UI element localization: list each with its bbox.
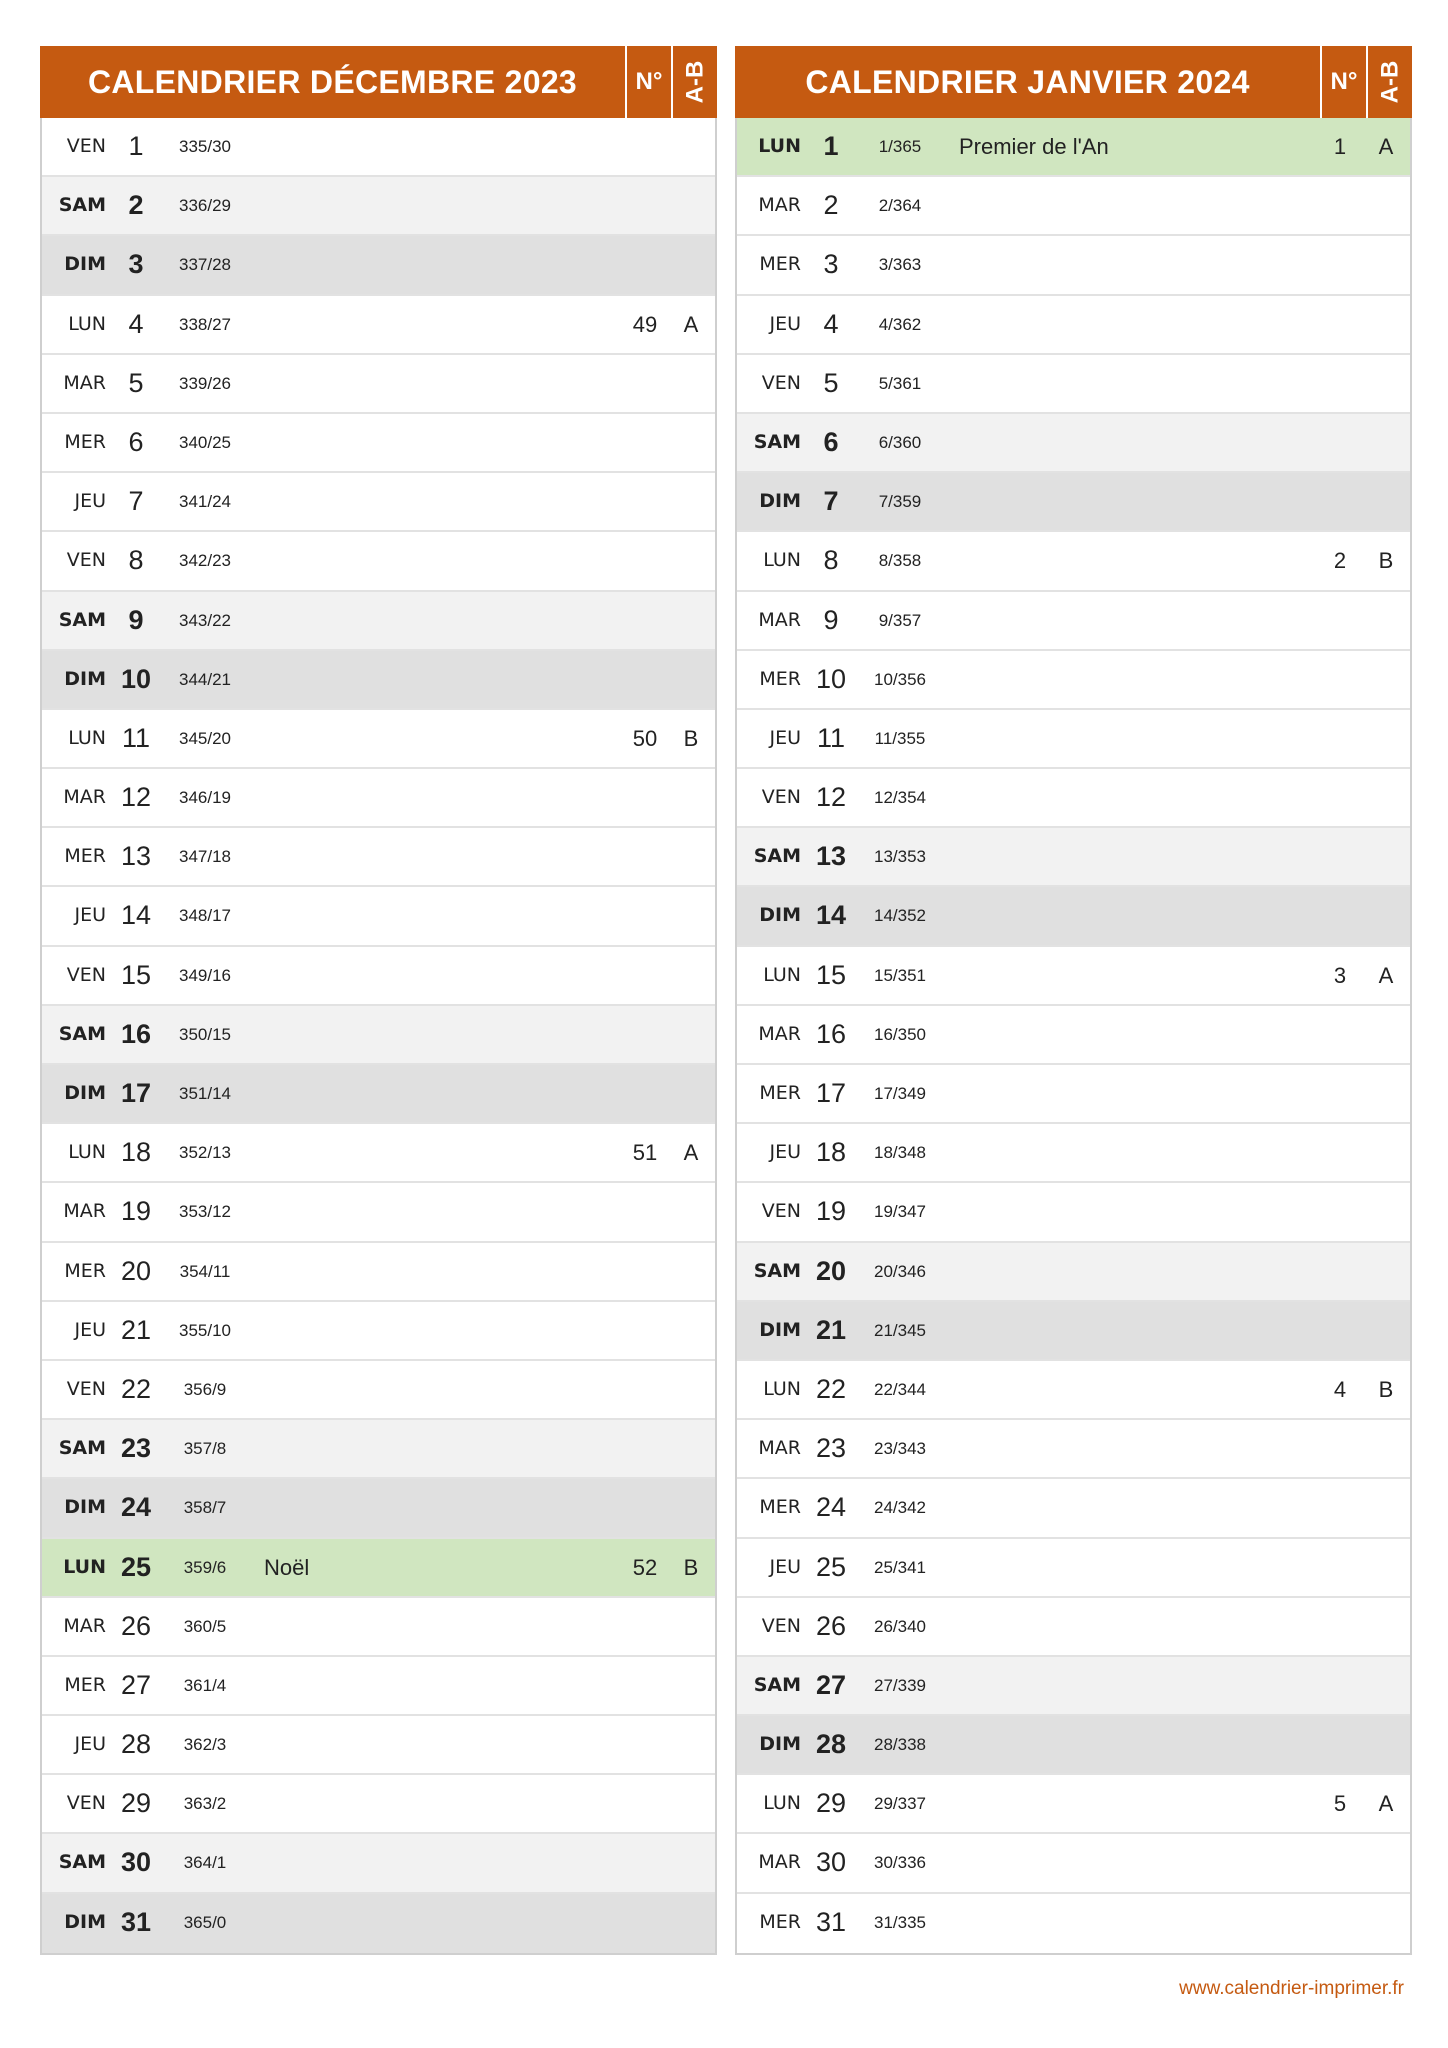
ab-week: B <box>1378 548 1394 574</box>
day-of-year: 353/12 <box>179 1202 231 1222</box>
day-row <box>737 1539 1410 1598</box>
weekday-label: MAR <box>63 371 106 394</box>
day-rows <box>737 118 1410 1953</box>
weekday-label: SAM <box>58 1851 106 1874</box>
day-row <box>737 118 1410 177</box>
day-of-year: 337/28 <box>179 255 231 275</box>
day-of-year: 338/27 <box>179 314 231 334</box>
weekday-label: MER <box>759 1082 801 1104</box>
week-number: 1 <box>1333 134 1347 159</box>
weekday-label: VEN <box>761 786 801 809</box>
day-of-year: 335/30 <box>179 137 231 156</box>
weekday-label: SAM <box>58 608 106 631</box>
ab-week: A <box>1378 134 1394 159</box>
weekday-label: MAR <box>758 194 801 217</box>
weekday-label: SAM <box>58 194 106 217</box>
day-number: 30 <box>815 1847 847 1878</box>
day-of-year: 13/353 <box>874 847 926 867</box>
weekday-label: JEU <box>769 1141 801 1164</box>
calendar-title: CALENDRIER DÉCEMBRE 2023 <box>87 63 578 100</box>
weekday-label: SAM <box>58 1437 106 1460</box>
day-of-year: 31/335 <box>874 1912 926 1932</box>
day-row <box>737 1183 1410 1242</box>
weekday-label: JEU <box>769 312 801 335</box>
day-of-year: 25/341 <box>874 1557 926 1577</box>
weekday-label: VEN <box>761 1200 801 1223</box>
day-row <box>42 828 715 887</box>
day-number: 8 <box>128 545 144 576</box>
day-of-year: 12/354 <box>874 788 926 808</box>
week-number: 5 <box>1333 1791 1347 1817</box>
day-number: 26 <box>815 1610 847 1641</box>
day-row <box>737 1361 1410 1420</box>
day-row <box>42 1243 715 1302</box>
day-number: 29 <box>815 1788 847 1819</box>
day-row <box>42 1657 715 1716</box>
day-number: 29 <box>120 1788 152 1819</box>
day-number: 2 <box>823 190 839 221</box>
weekday-label: SAM <box>753 845 801 868</box>
weekday-label: VEN <box>66 1792 106 1815</box>
day-row <box>42 1479 715 1538</box>
week-number: 51 <box>632 1140 658 1166</box>
day-row <box>737 1657 1410 1716</box>
day-number: 3 <box>823 249 839 280</box>
day-number: 15 <box>815 959 847 990</box>
day-number: 11 <box>121 722 151 753</box>
day-row <box>737 296 1410 355</box>
day-number: 10 <box>120 663 152 694</box>
ab-week: A <box>1378 962 1394 988</box>
day-of-year: 27/339 <box>874 1675 926 1695</box>
day-of-year: 10/356 <box>874 669 926 689</box>
day-number: 28 <box>815 1729 847 1760</box>
week-number: 3 <box>1333 962 1347 988</box>
day-number: 25 <box>815 1551 847 1582</box>
calendar-header <box>735 46 1412 118</box>
weekday-label: VEN <box>66 549 106 572</box>
day-number: 17 <box>815 1078 847 1108</box>
weekday-label: MER <box>64 430 106 453</box>
day-row <box>42 236 715 295</box>
day-number: 21 <box>815 1314 847 1345</box>
day-of-year: 363/2 <box>183 1794 227 1814</box>
day-number: 16 <box>815 1018 847 1049</box>
day-of-year: 26/340 <box>874 1616 926 1636</box>
day-of-year: 360/5 <box>183 1616 227 1636</box>
day-of-year: 22/344 <box>874 1379 926 1399</box>
day-of-year: 356/9 <box>183 1379 227 1399</box>
day-row <box>737 1065 1410 1124</box>
day-row <box>42 1716 715 1775</box>
weekday-label: LUN <box>758 135 801 157</box>
weekday-label: SAM <box>753 1673 801 1696</box>
day-row <box>42 532 715 591</box>
day-of-year: 9/357 <box>878 610 922 630</box>
day-row <box>737 532 1410 591</box>
day-number: 6 <box>823 426 839 457</box>
weekday-label: JEU <box>74 1733 106 1756</box>
weekday-label: JEU <box>74 904 106 927</box>
day-of-year: 2/364 <box>878 196 922 216</box>
footer-website: www.calendrier-imprimer.fr <box>1179 1978 1404 1999</box>
weekday-label: DIM <box>759 904 801 927</box>
day-of-year: 365/0 <box>183 1912 227 1932</box>
ab-week: B <box>1378 1376 1394 1402</box>
ab-week: B <box>683 725 699 751</box>
day-row <box>42 947 715 1006</box>
day-of-year: 336/29 <box>179 196 231 216</box>
weekday-label: MAR <box>63 786 106 809</box>
ab-week-header: A-B <box>671 46 717 118</box>
day-number: 3 <box>128 249 144 280</box>
event-label: Premier de l'An <box>959 134 1109 159</box>
day-number: 20 <box>815 1255 847 1286</box>
day-number: 4 <box>823 308 839 339</box>
day-number: 20 <box>120 1255 152 1286</box>
day-row <box>42 1361 715 1420</box>
day-of-year: 345/20 <box>179 728 231 748</box>
week-number-header: N° <box>625 46 671 118</box>
day-row <box>42 1302 715 1361</box>
day-of-year: 347/18 <box>179 847 231 867</box>
day-number: 21 <box>120 1314 152 1345</box>
day-number: 1 <box>128 131 144 161</box>
day-row <box>737 1124 1410 1183</box>
day-number: 9 <box>128 604 144 635</box>
day-row <box>42 1124 715 1183</box>
day-of-year: 346/19 <box>179 788 231 808</box>
day-of-year: 7/359 <box>878 492 922 512</box>
weekday-label: LUN <box>68 1141 106 1164</box>
day-of-year: 355/10 <box>179 1320 231 1340</box>
weekday-label: MER <box>759 1910 801 1933</box>
weekday-label: MER <box>759 1496 801 1519</box>
weekday-label: JEU <box>769 1555 801 1578</box>
day-row <box>42 1894 715 1953</box>
day-row <box>737 236 1410 295</box>
day-row <box>42 887 715 946</box>
weekday-label: MER <box>759 667 801 690</box>
weekday-label: JEU <box>769 726 801 749</box>
ab-week: A <box>683 1140 699 1166</box>
week-number-header: N° <box>1320 46 1366 118</box>
calendar-january <box>735 46 1412 1955</box>
day-of-year: 24/342 <box>874 1498 926 1518</box>
day-row <box>42 1065 715 1124</box>
day-number: 17 <box>120 1078 152 1108</box>
day-row <box>737 651 1410 710</box>
day-row <box>737 1716 1410 1775</box>
day-number: 18 <box>815 1137 847 1168</box>
weekday-label: DIM <box>64 253 106 276</box>
day-of-year: 361/4 <box>183 1675 227 1695</box>
weekday-label: VEN <box>761 371 801 394</box>
day-row <box>737 769 1410 828</box>
day-of-year: 4/362 <box>878 314 922 334</box>
weekday-label: DIM <box>759 1733 801 1756</box>
day-number: 6 <box>128 426 144 457</box>
weekday-label: DIM <box>64 1496 106 1519</box>
day-row <box>737 828 1410 887</box>
day-number: 13 <box>815 841 847 872</box>
day-number: 24 <box>815 1492 847 1523</box>
day-of-year: 30/336 <box>874 1853 926 1873</box>
day-row <box>42 177 715 236</box>
day-row <box>42 1539 715 1598</box>
day-number: 23 <box>120 1433 152 1464</box>
day-of-year: 351/14 <box>179 1084 231 1103</box>
weekday-label: LUN <box>763 1792 801 1815</box>
day-of-year: 8/358 <box>878 551 922 571</box>
weekday-label: MER <box>64 1259 106 1282</box>
day-number: 4 <box>128 308 144 339</box>
day-row <box>737 177 1410 236</box>
weekday-label: MAR <box>63 1200 106 1223</box>
calendar-title: CALENDRIER JANVIER 2024 <box>805 63 1250 100</box>
day-number: 2 <box>128 190 144 221</box>
day-number: 15 <box>120 959 152 990</box>
weekday-label: VEN <box>66 135 106 157</box>
day-row <box>42 1006 715 1065</box>
weekday-label: MAR <box>758 1437 801 1460</box>
weekday-label: LUN <box>763 963 801 986</box>
day-of-year: 3/363 <box>878 255 922 275</box>
day-of-year: 343/22 <box>179 610 231 630</box>
day-number: 11 <box>816 722 846 753</box>
day-row <box>737 1243 1410 1302</box>
ab-week: A <box>1378 1791 1394 1817</box>
day-number: 12 <box>815 782 847 813</box>
day-number: 5 <box>823 367 839 398</box>
day-number: 7 <box>823 486 839 517</box>
day-number: 30 <box>120 1847 152 1878</box>
day-of-year: 23/343 <box>874 1439 926 1459</box>
day-of-year: 20/346 <box>874 1261 926 1281</box>
weekday-label: MAR <box>63 1614 106 1637</box>
day-row <box>42 769 715 828</box>
weekday-label: DIM <box>759 1318 801 1341</box>
ab-week: A <box>683 311 699 337</box>
day-number: 19 <box>815 1196 847 1227</box>
day-of-year: 19/347 <box>874 1202 926 1222</box>
weekday-label: DIM <box>64 667 106 690</box>
weekday-label: VEN <box>66 963 106 986</box>
weekday-label: DIM <box>759 490 801 513</box>
day-of-year: 1/365 <box>878 137 922 156</box>
day-number: 23 <box>815 1433 847 1464</box>
weekday-label: SAM <box>753 1259 801 1282</box>
day-number: 26 <box>120 1610 152 1641</box>
weekday-label: MAR <box>758 608 801 631</box>
ab-week: B <box>683 1554 699 1580</box>
day-number: 14 <box>815 900 847 931</box>
weekday-label: LUN <box>763 1377 801 1400</box>
week-number: 4 <box>1333 1376 1347 1402</box>
day-row <box>42 296 715 355</box>
weekday-label: MER <box>759 253 801 276</box>
day-row <box>42 1183 715 1242</box>
calendar-header <box>40 46 717 118</box>
event-label: Noël <box>264 1554 310 1580</box>
day-row <box>42 1775 715 1834</box>
day-number: 8 <box>823 545 839 576</box>
day-number: 13 <box>120 841 152 872</box>
day-row <box>737 947 1410 1006</box>
day-number: 27 <box>815 1669 847 1700</box>
day-of-year: 18/348 <box>874 1143 926 1163</box>
day-of-year: 342/23 <box>179 551 231 571</box>
day-of-year: 11/355 <box>874 728 926 748</box>
day-row <box>42 592 715 651</box>
weekday-label: JEU <box>74 1318 106 1341</box>
day-row <box>42 1834 715 1893</box>
day-row <box>42 473 715 532</box>
day-number: 5 <box>128 367 144 398</box>
day-row <box>737 887 1410 946</box>
weekday-label: SAM <box>753 430 801 453</box>
day-rows <box>42 118 715 1953</box>
day-of-year: 29/337 <box>874 1794 926 1814</box>
day-row <box>42 710 715 769</box>
day-row <box>42 651 715 710</box>
weekday-label: LUN <box>763 549 801 572</box>
day-row <box>737 1302 1410 1361</box>
day-row <box>737 355 1410 414</box>
day-of-year: 21/345 <box>874 1320 926 1340</box>
weekday-label: LUN <box>68 726 106 749</box>
day-number: 19 <box>120 1196 152 1227</box>
day-row <box>737 1834 1410 1893</box>
day-of-year: 348/17 <box>179 906 231 926</box>
day-of-year: 341/24 <box>179 492 231 512</box>
day-row <box>42 414 715 473</box>
day-number: 27 <box>120 1669 152 1700</box>
weekday-label: SAM <box>58 1022 106 1045</box>
day-of-year: 350/15 <box>179 1024 231 1044</box>
weekday-label: JEU <box>74 490 106 513</box>
weekday-label: VEN <box>761 1614 801 1637</box>
calendar-december <box>40 46 717 1955</box>
day-row <box>42 1598 715 1657</box>
day-row <box>737 1775 1410 1834</box>
day-number: 9 <box>823 604 839 635</box>
ab-week-header: A-B <box>1366 46 1412 118</box>
day-of-year: 16/350 <box>874 1024 926 1044</box>
day-row <box>42 118 715 177</box>
day-row <box>737 414 1410 473</box>
weekday-label: LUN <box>63 1555 106 1578</box>
day-number: 22 <box>815 1373 847 1404</box>
day-row <box>737 1479 1410 1538</box>
day-number: 1 <box>823 131 839 161</box>
week-number: 49 <box>632 311 658 337</box>
weekday-label: LUN <box>68 312 106 335</box>
day-number: 31 <box>120 1906 152 1937</box>
day-number: 28 <box>120 1729 152 1760</box>
day-number: 31 <box>815 1906 847 1937</box>
weekday-label: MER <box>64 1673 106 1696</box>
day-row <box>737 1006 1410 1065</box>
day-row <box>737 473 1410 532</box>
day-of-year: 357/8 <box>183 1439 227 1459</box>
weekday-label: VEN <box>66 1377 106 1400</box>
day-number: 22 <box>120 1373 152 1404</box>
day-of-year: 352/13 <box>179 1143 231 1163</box>
day-of-year: 359/6 <box>183 1557 227 1577</box>
weekday-label: MAR <box>758 1851 801 1874</box>
day-row <box>42 355 715 414</box>
day-of-year: 362/3 <box>183 1735 227 1755</box>
day-of-year: 5/361 <box>878 373 922 393</box>
day-row <box>737 592 1410 651</box>
day-number: 14 <box>120 900 152 931</box>
day-of-year: 17/349 <box>874 1084 926 1103</box>
day-of-year: 364/1 <box>183 1853 227 1873</box>
day-of-year: 344/21 <box>179 669 231 689</box>
day-of-year: 15/351 <box>874 965 926 985</box>
day-number: 24 <box>120 1492 152 1523</box>
day-number: 18 <box>120 1137 152 1168</box>
weekday-label: MER <box>64 845 106 868</box>
day-of-year: 349/16 <box>179 965 231 985</box>
day-row <box>737 1894 1410 1953</box>
day-number: 16 <box>120 1018 152 1049</box>
weekday-label: DIM <box>64 1910 106 1933</box>
day-of-year: 340/25 <box>179 432 231 452</box>
week-number: 2 <box>1333 548 1347 574</box>
day-of-year: 6/360 <box>878 432 922 452</box>
day-row <box>737 710 1410 769</box>
week-number: 52 <box>632 1554 658 1580</box>
day-of-year: 339/26 <box>179 373 231 393</box>
day-number: 10 <box>815 663 847 694</box>
day-number: 12 <box>120 782 152 813</box>
weekday-label: DIM <box>64 1082 106 1104</box>
day-of-year: 28/338 <box>874 1735 926 1755</box>
day-row <box>42 1420 715 1479</box>
day-row <box>737 1420 1410 1479</box>
day-number: 25 <box>120 1551 152 1582</box>
day-of-year: 354/11 <box>179 1261 231 1281</box>
weekday-label: MAR <box>758 1022 801 1045</box>
day-of-year: 14/352 <box>874 906 926 926</box>
week-number: 50 <box>632 725 658 751</box>
day-row <box>737 1598 1410 1657</box>
day-of-year: 358/7 <box>183 1498 227 1518</box>
day-number: 7 <box>128 486 144 517</box>
